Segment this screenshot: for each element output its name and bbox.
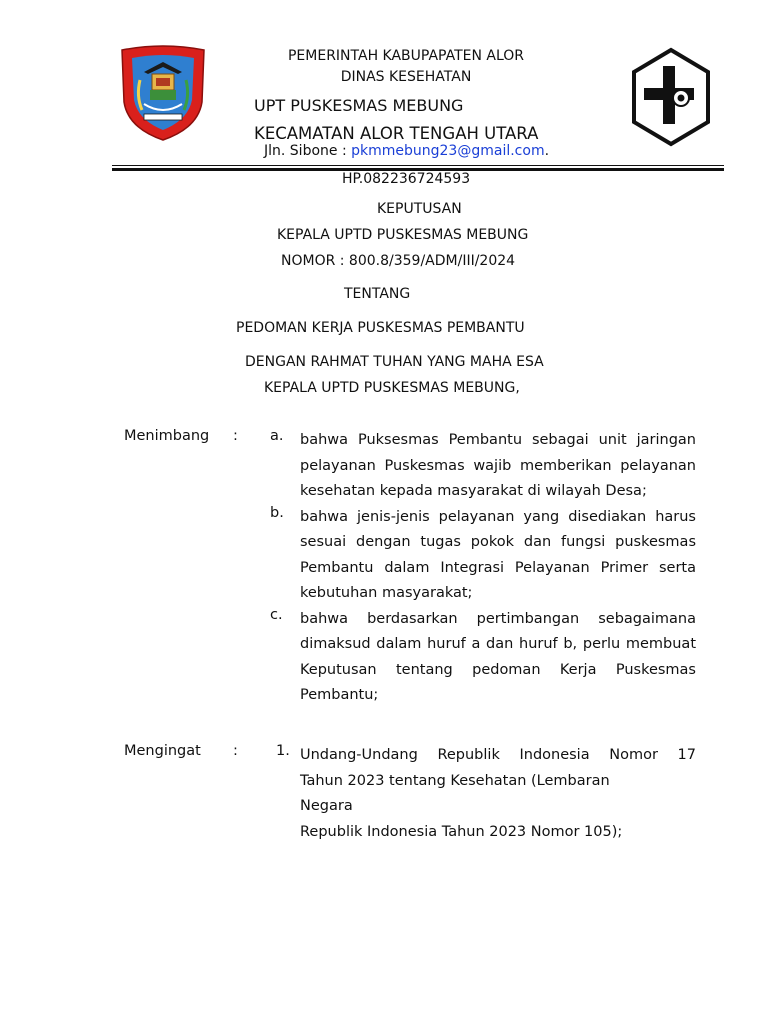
decree-title: KEPUTUSAN (377, 201, 462, 217)
mengingat-label: Mengingat (124, 743, 201, 759)
item-line: Tahun 2023 tentang Kesehatan (Lembaran (300, 772, 610, 789)
item-text: bahwa jenis-jenis pelayanan yang disediakan harus sesuai dengan tugas pokok dan fungsi puskesmas Pembantu dalam Integrasi Pelayanan Primer serta kebutuhan masyarakat; (300, 508, 696, 601)
office-name: DINAS KESEHATAN (340, 69, 472, 85)
issuer-signature-line: KEPALA UPTD PUSKESMAS MEBUNG, (264, 380, 520, 396)
district-name: KECAMATAN ALOR TENGAH UTARA (254, 124, 539, 143)
menimbang-item-b (124, 505, 696, 607)
address-suffix: . (544, 143, 550, 159)
mengingat-section (124, 743, 696, 845)
item-line: Negara (300, 798, 353, 814)
health-emblem-logo (630, 46, 712, 150)
government-name: PEMERINTAH KABUPAPATEN ALOR (287, 48, 525, 64)
item-marker: c. (270, 606, 283, 623)
institution-name: UPT PUSKESMAS MEBUNG (254, 96, 464, 115)
item-text: bahwa berdasarkan pertimbangan sebagaimana dimaksud dalam huruf a dan huruf b, perlu membuat Keputusan tentang pedoman Kerja Puskesmas Pembantu; (300, 610, 696, 703)
address-prefix: Jln. Sibone : (264, 143, 352, 159)
about-label: TENTANG (344, 286, 411, 302)
header-rule-thin (112, 165, 724, 166)
mengingat-item-1 (124, 743, 696, 845)
menimbang-label: Menimbang (124, 428, 210, 444)
item-marker: b. (270, 504, 284, 521)
item-line: Republik Indonesia Tahun 2023 Nomor 105); (300, 823, 623, 840)
item-text: bahwa Puksesmas Pembantu sebagai unit jaringan pelayanan Puskesmas wajib memberikan pelayanan kesehatan kepada masyarakat di wilayah Desa; (300, 432, 696, 499)
regency-coat-of-arms-logo (118, 44, 208, 142)
address-line (264, 143, 549, 159)
item-text (300, 743, 696, 845)
menimbang-item-c (124, 607, 696, 709)
decree-issuer: KEPALA UPTD PUSKESMAS MEBUNG (277, 227, 529, 243)
email-link[interactable]: pkmmebung23@gmail.com (351, 143, 545, 159)
invocation: DENGAN RAHMAT TUHAN YANG MAHA ESA (245, 354, 544, 370)
item-line: Undang-Undang Republik Indonesia Nomor 17 (300, 747, 696, 763)
mengingat-colon: : (233, 743, 238, 759)
item-marker: a. (270, 428, 284, 444)
menimbang-item-a (124, 428, 696, 505)
decree-subject: PEDOMAN KERJA PUSKESMAS PEMBANTU (236, 320, 525, 336)
decree-number: NOMOR : 800.8/359/ADM/III/2024 (281, 253, 516, 269)
menimbang-section (124, 428, 696, 709)
item-marker: 1. (276, 743, 290, 759)
menimbang-colon: : (233, 428, 238, 444)
phone-number: HP.082236724593 (342, 171, 471, 187)
